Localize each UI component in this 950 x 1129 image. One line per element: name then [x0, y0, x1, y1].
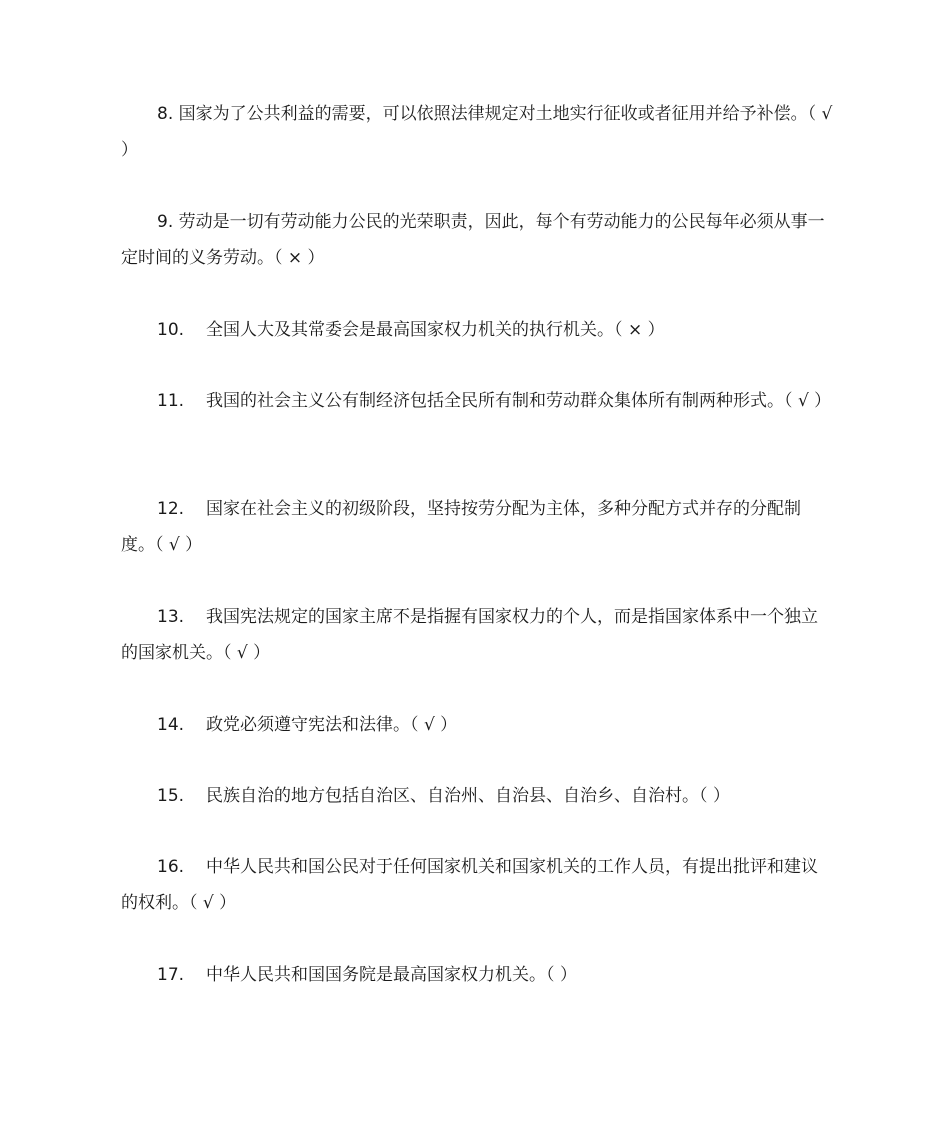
question-text: 我国的社会主义公有制经济包括全民所有制和劳动群众集体所有制两种形式。（ √ ） — [206, 391, 832, 411]
question-number: 11. — [157, 391, 185, 411]
question-text: 民族自治的地方包括自治区、自治州、自治县、自治乡、自治村。（ ） — [206, 786, 730, 806]
question-text: 政党必须遵守宪法和法律。（ √ ） — [206, 715, 458, 735]
question-11 — [121, 383, 833, 419]
question-10 — [121, 312, 833, 348]
question-text: 中华人民共和国公民对于任何国家机关和国家机关的工作人员，有提出批评和建议的权利。（ √ ） — [121, 857, 819, 913]
question-number: 8. — [157, 104, 174, 124]
question-number: 16. — [157, 857, 185, 877]
question-number: 14. — [157, 715, 185, 735]
question-16 — [121, 849, 833, 921]
question-14 — [121, 707, 833, 743]
question-15 — [121, 778, 833, 814]
question-number: 17. — [157, 965, 185, 985]
question-text: 我国宪法规定的国家主席不是指握有国家权力的个人，而是指国家体系中一个独立的国家机关。（ √ ） — [121, 607, 819, 663]
question-17 — [121, 957, 833, 993]
question-text: 国家为了公共利益的需要，可以依照法律规定对土地实行征收或者征用并给予补偿。（ √ ） — [121, 104, 833, 160]
question-12 — [121, 491, 833, 563]
question-text: 国家在社会主义的初级阶段，坚持按劳分配为主体，多种分配方式并存的分配制度。（ √ ） — [121, 499, 802, 555]
question-text: 全国人大及其常委会是最高国家权力机关的执行机关。（ × ） — [206, 320, 665, 340]
question-number: 15. — [157, 786, 185, 806]
question-13 — [121, 599, 833, 671]
question-text: 中华人民共和国国务院是最高国家权力机关。（ ） — [206, 965, 577, 985]
question-number: 13. — [157, 607, 185, 627]
question-8 — [121, 96, 833, 168]
question-number: 9. — [157, 212, 174, 232]
question-text: 劳动是一切有劳动能力公民的光荣职责，因此，每个有劳动能力的公民每年必须从事一定时间的义务劳动。（ × ） — [121, 212, 825, 268]
question-9 — [121, 204, 833, 276]
question-number: 10. — [157, 320, 185, 340]
question-number: 12. — [157, 499, 185, 519]
